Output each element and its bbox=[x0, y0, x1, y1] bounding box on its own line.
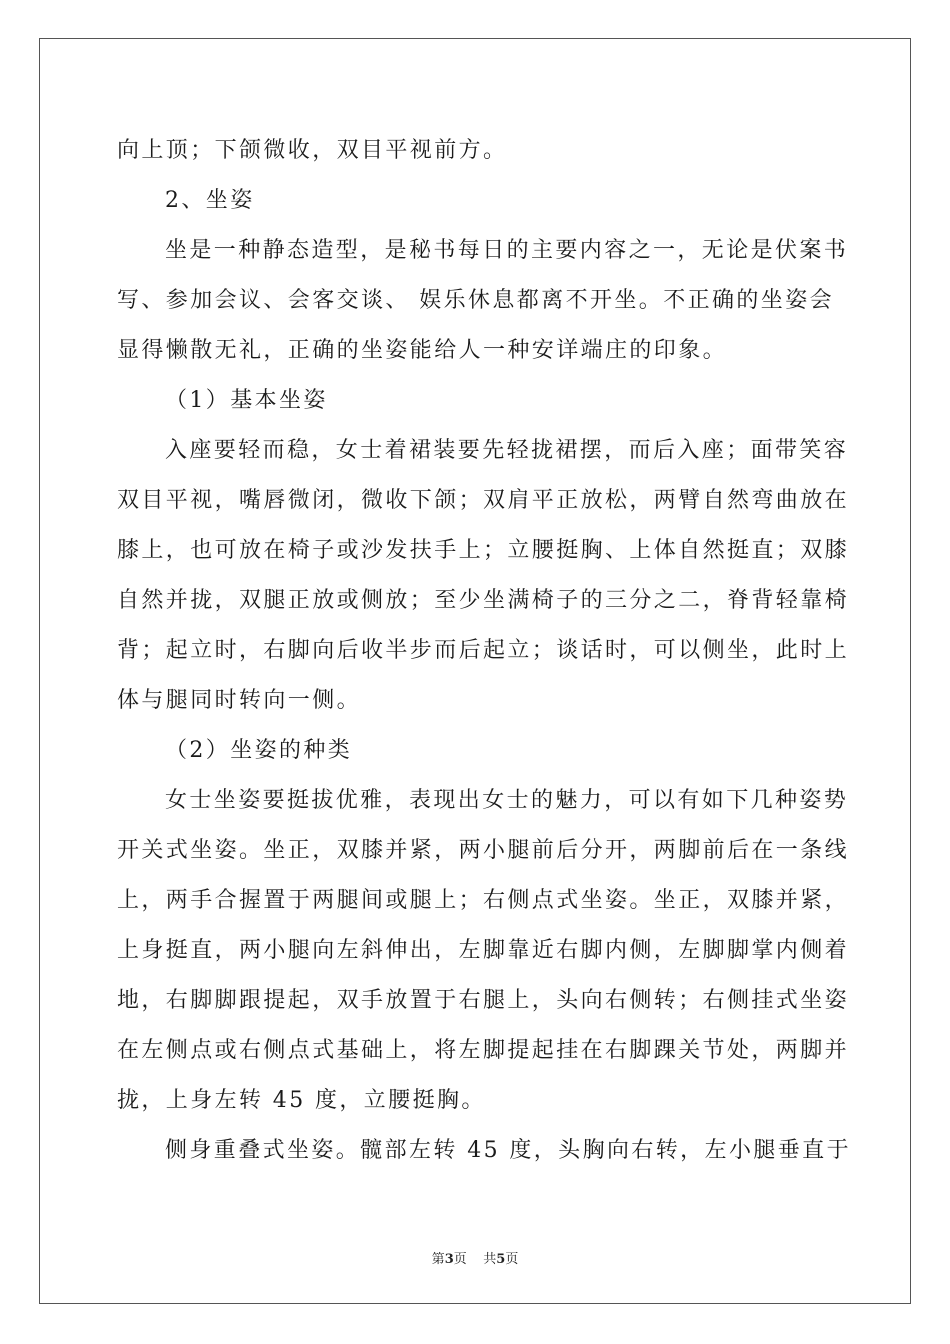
text-line: 女士坐姿要挺拔优雅，表现出女士的魅力，可以有如下几种姿势 bbox=[165, 788, 849, 813]
footer-prefix: 第 bbox=[431, 1252, 445, 1267]
text-line: （1）基本坐姿 bbox=[165, 388, 328, 413]
text-line: 侧身重叠式坐姿。髋部左转 45 度，头胸向右转，左小腿垂直于 bbox=[165, 1138, 851, 1163]
text-line: 双目平视，嘴唇微闭，微收下颌；双肩平正放松，两臂自然弯曲放在 bbox=[117, 488, 850, 513]
text-line: 写、参加会议、会客交谈、 娱乐休息都离不开坐。不正确的坐姿会 bbox=[117, 288, 834, 313]
text-line: 背；起立时，右脚向后收半步而后起立；谈话时，可以侧坐，此时上 bbox=[117, 638, 850, 663]
text-line: 自然并拢，双腿正放或侧放；至少坐满椅子的三分之二，脊背轻靠椅 bbox=[117, 588, 850, 613]
page-footer bbox=[0, 1248, 950, 1267]
current-page-number: 3 bbox=[444, 1252, 454, 1267]
text-line: 开关式坐姿。坐正，双膝并紧，两小腿前后分开，两脚前后在一条线 bbox=[117, 838, 850, 863]
text-line: （2）坐姿的种类 bbox=[165, 738, 353, 763]
document-body bbox=[117, 126, 851, 1176]
text-line: 上，两手合握置于两腿间或腿上；右侧点式坐姿。坐正，双膝并紧， bbox=[117, 888, 850, 913]
text-line: 地，右脚脚跟提起，双手放置于右腿上，头向右侧转；右侧挂式坐姿 bbox=[117, 988, 850, 1013]
text-line: 入座要轻而稳，女士着裙装要先轻拢裙摆，而后入座；面带笑容 bbox=[165, 438, 849, 463]
text-line: 向上顶；下颌微收，双目平视前方。 bbox=[117, 138, 508, 163]
footer-suffix: 页 bbox=[505, 1252, 519, 1267]
text-line: 膝上，也可放在椅子或沙发扶手上；立腰挺胸、上体自然挺直；双膝 bbox=[117, 538, 850, 563]
text-line: 在左侧点或右侧点式基础上，将左脚提起挂在右脚踝关节处，两脚并 bbox=[117, 1038, 850, 1063]
text-line: 上身挺直，两小腿向左斜伸出，左脚靠近右脚内侧，左脚脚掌内侧着 bbox=[117, 938, 850, 963]
text-line: 2、坐姿 bbox=[165, 188, 255, 213]
text-line: 体与腿同时转向一侧。 bbox=[117, 688, 362, 713]
footer-middle: 页 共 bbox=[453, 1252, 497, 1267]
text-line: 拢，上身左转 45 度，立腰挺胸。 bbox=[117, 1088, 486, 1113]
text-line: 坐是一种静态造型，是秘书每日的主要内容之一，无论是伏案书 bbox=[165, 238, 849, 263]
text-line: 显得懒散无礼，正确的坐姿能给人一种安详端庄的印象。 bbox=[117, 338, 728, 363]
total-page-count: 5 bbox=[496, 1252, 506, 1267]
